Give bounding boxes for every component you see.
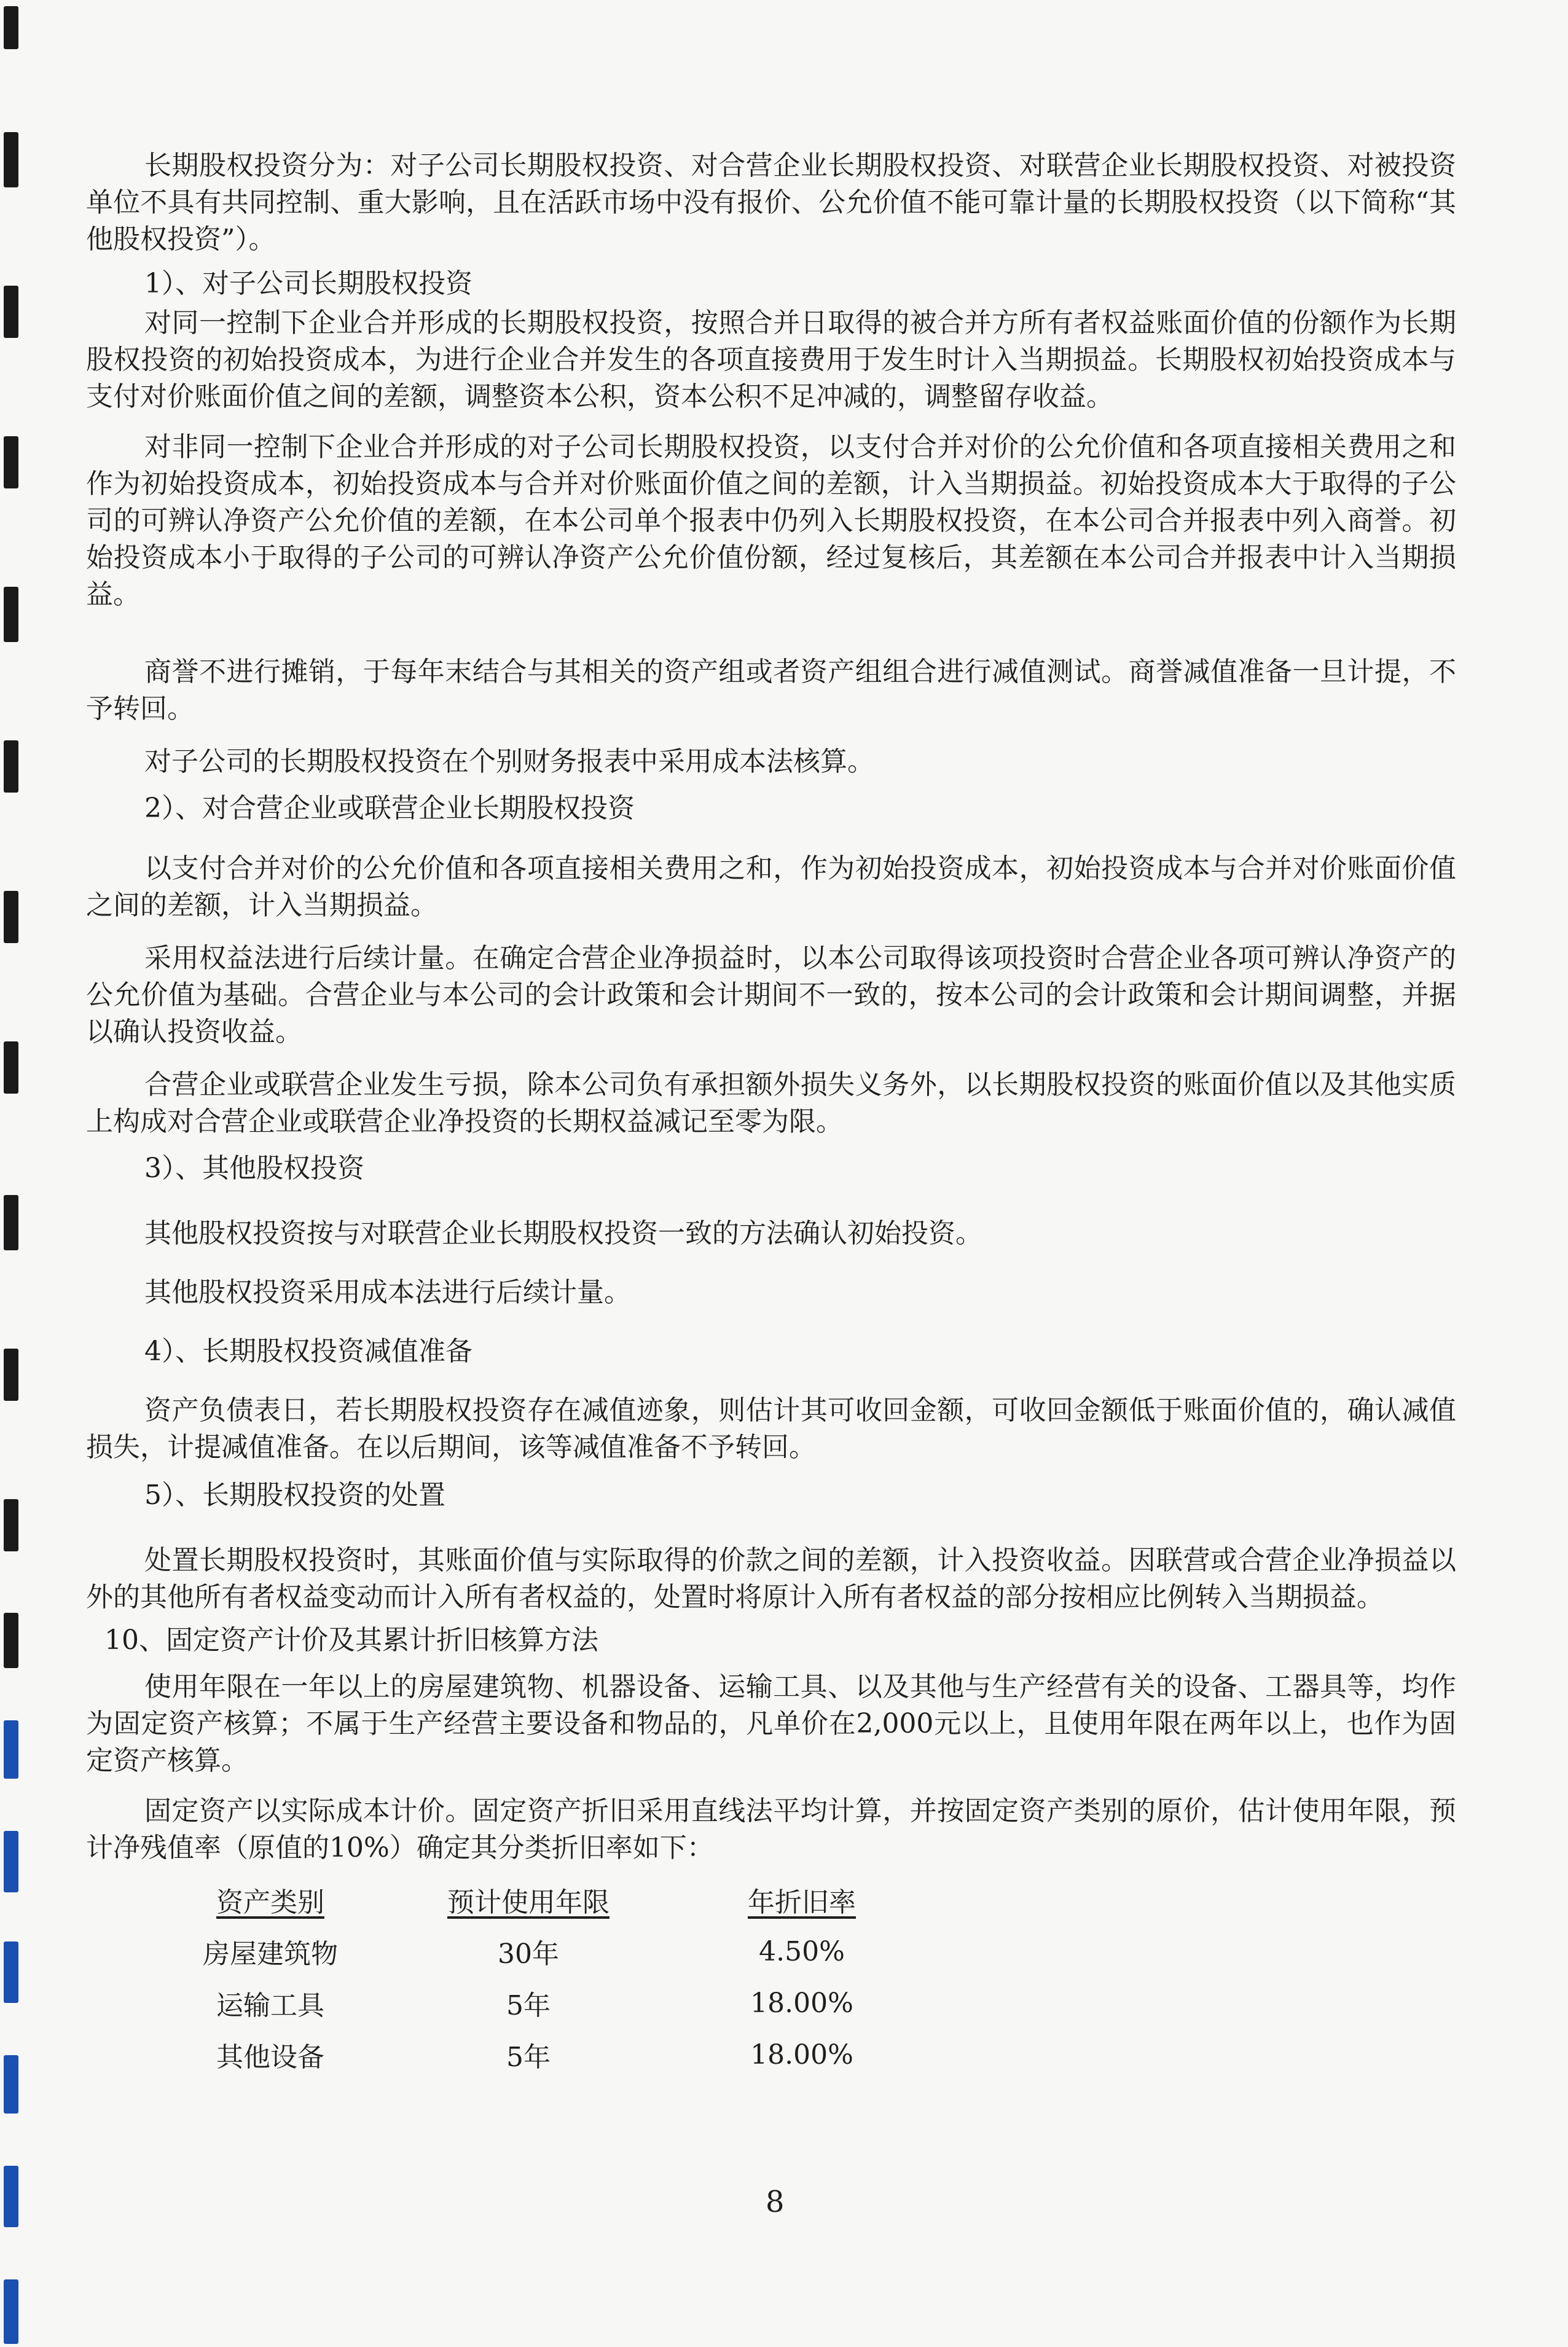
binding-hole: [4, 132, 18, 187]
binding-holes: [0, 0, 37, 2347]
binding-hole: [4, 1041, 18, 1094]
table-cell: 房屋建筑物: [203, 1938, 338, 1970]
paragraph: 其他股权投资按与对联营企业长期股权投资一致的方法确认初始投资。: [144, 1218, 982, 1249]
binding-hole: [4, 2279, 18, 2344]
paragraph: 对同一控制下企业合并形成的长期股权投资，按照合并日取得的被合并方所有者权益账面价值的份额作为长期股权投资的初始投资成本，为进行企业合并发生的各项直接费用于发生时计入当期损益。长期股权初始投资成本与支付对价账面价值之间的差额，调整资本公积，资本公积不足冲减的，调整留存收益。: [86, 307, 1456, 412]
binding-hole: [4, 1831, 18, 1892]
binding-hole: [4, 436, 18, 488]
binding-hole: [4, 1613, 18, 1668]
binding-hole: [4, 587, 18, 642]
table-header: 资产类别: [216, 1887, 324, 1918]
binding-hole: [4, 286, 18, 338]
binding-hole: [4, 1195, 18, 1250]
binding-hole: [4, 6, 18, 49]
section-heading: 5）、长期股权投资的处置: [144, 1479, 445, 1511]
table-row: [160, 1926, 928, 1977]
table-cell: 其他设备: [216, 2042, 324, 2073]
paragraph: 固定资产以实际成本计价。固定资产折旧采用直线法平均计算，并按固定资产类别的原价，估计使用年限，预计净残值率（原值的10%）确定其分类折旧率如下：: [86, 1795, 1456, 1863]
table-cell: 5年: [506, 1990, 551, 2021]
paragraph: 处置长期股权投资时，其账面价值与实际取得的价款之间的差额，计入投资收益。因联营或合营企业净损益以外的其他所有者权益变动而计入所有者权益的，处置时将原计入所有者权益的部分按相应比例转入当期损益。: [86, 1545, 1456, 1613]
paragraph: 商誉不进行摊销，于每年末结合与其相关的资产组或者资产组组合进行减值测试。商誉减值准备一旦计提，不予转回。: [86, 656, 1456, 724]
table-cell: 运输工具: [216, 1990, 324, 2021]
binding-hole: [4, 1941, 18, 2003]
paragraph: 采用权益法进行后续计量。在确定合营企业净损益时，以本公司取得该项投资时合营企业各项可辨认净资产的公允价值为基础。合营企业与本公司的会计政策和会计期间不一致的，按本公司的会计政策和会计期间调整，并据以确认投资收益。: [86, 942, 1456, 1048]
binding-hole: [4, 740, 18, 793]
table-header-row: [160, 1874, 928, 1926]
section-heading: 3）、其他股权投资: [144, 1153, 364, 1184]
paragraph: 对子公司的长期股权投资在个别财务报表中采用成本法核算。: [144, 746, 874, 777]
paragraph: 长期股权投资分为：对子公司长期股权投资、对合营企业长期股权投资、对联营企业长期股权投资、对被投资单位不具有共同控制、重大影响，且在活跃市场中没有报价、公允价值不能可靠计量的长期股权投资（以下简称“其他股权投资”）。: [86, 150, 1456, 255]
paragraph: 其他股权投资采用成本法进行后续计量。: [144, 1277, 631, 1308]
binding-hole: [4, 891, 18, 943]
table-cell: 4.50%: [759, 1935, 845, 1967]
table-row: [160, 1977, 928, 2029]
section-heading: 2）、对合营企业或联营企业长期股权投资: [144, 793, 635, 824]
page-number: 8: [766, 2185, 785, 2219]
table-cell: 18.00%: [750, 2039, 853, 2071]
binding-hole: [4, 1349, 18, 1401]
paragraph: 合营企业或联营企业发生亏损，除本公司负有承担额外损失义务外，以长期股权投资的账面价值以及其他实质上构成对合营企业或联营企业净投资的长期权益减记至零为限。: [86, 1069, 1456, 1137]
paragraph: 对非同一控制下企业合并形成的对子公司长期股权投资，以支付合并对价的公允价值和各项直接相关费用之和作为初始投资成本，初始投资成本与合并对价账面价值之间的差额，计入当期损益。初始投资成本大于取得的子公司的可辨认净资产公允价值的差额，在本公司单个报表中仍列入长期股权投资，在本公司合并报表中列入商誉。初始投资成本小于取得的子公司的可辨认净资产公允价值份额，经过复核后，其差额在本公司合并报表中计入当期损益。: [86, 431, 1456, 610]
table-cell: 5年: [506, 2042, 551, 2073]
table-header: 预计使用年限: [447, 1887, 610, 1918]
section-heading: 4）、长期股权投资减值准备: [144, 1336, 472, 1367]
table-cell: 30年: [498, 1938, 559, 1970]
section-heading: 10、固定资产计价及其累计折旧核算方法: [104, 1624, 598, 1656]
table-cell: 18.00%: [750, 1987, 853, 2019]
paragraph: 使用年限在一年以上的房屋建筑物、机器设备、运输工具、以及其他与生产经营有关的设备、工器具等，均作为固定资产核算；不属于生产经营主要设备和物品的，凡单价在2,000元以上，且使用年限在两年以上，也作为固定资产核算。: [86, 1671, 1456, 1776]
paragraph: 以支付合并对价的公允价值和各项直接相关费用之和，作为初始投资成本，初始投资成本与合并对价账面价值之间的差额，计入当期损益。: [86, 853, 1456, 921]
binding-hole: [4, 2166, 18, 2227]
document-body: [86, 147, 1456, 2080]
binding-hole: [4, 1720, 18, 1779]
section-heading: 1）、对子公司长期股权投资: [144, 268, 472, 299]
binding-hole: [4, 1499, 18, 1551]
table-header: 年折旧率: [748, 1887, 856, 1918]
table-row: [160, 2029, 928, 2080]
binding-hole: [4, 2055, 18, 2114]
depreciation-rate-table: [160, 1874, 928, 2080]
paragraph: 资产负债表日，若长期股权投资存在减值迹象，则估计其可收回金额，可收回金额低于账面价值的，确认减值损失，计提减值准备。在以后期间，该等减值准备不予转回。: [86, 1395, 1456, 1463]
